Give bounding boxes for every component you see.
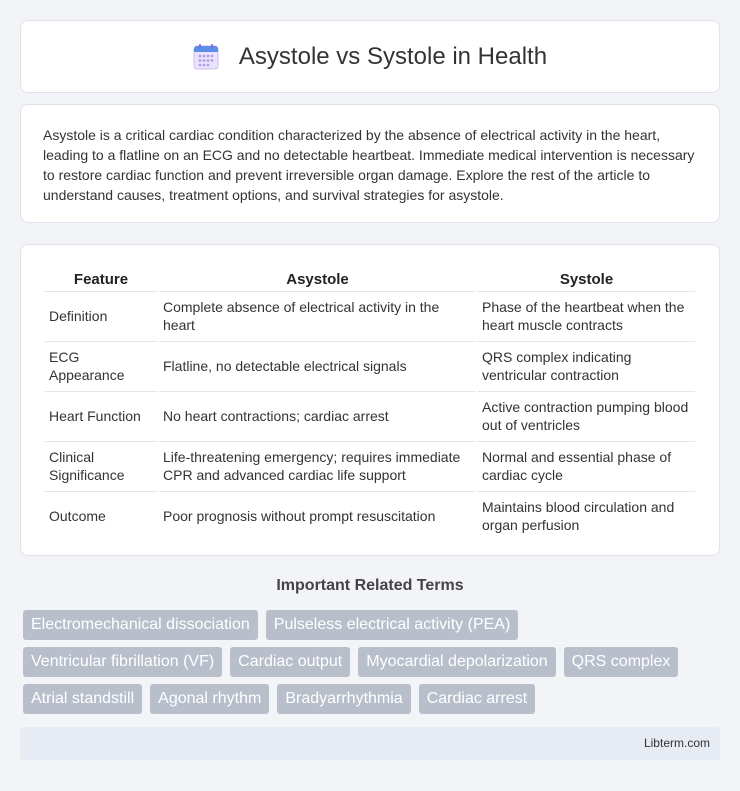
comparison-table <box>43 265 697 541</box>
table-cell-feature: ECG Appearance <box>45 341 157 389</box>
header-inner <box>193 43 547 71</box>
related-term-tag[interactable]: Agonal rhythm <box>150 684 269 714</box>
intro-card <box>20 104 720 223</box>
related-term-tag[interactable]: Bradyarrhythmia <box>277 684 410 714</box>
column-header-systole: Systole <box>559 270 614 288</box>
related-term-tag[interactable]: Atrial standstill <box>23 684 142 714</box>
table-row <box>45 341 695 389</box>
table-cell-feature: Clinical Significance <box>45 441 157 489</box>
related-term-tag[interactable]: Cardiac arrest <box>419 684 535 714</box>
page-title: Asystole vs Systole in Health <box>238 42 548 70</box>
table-cell-asystole: No heart contractions; cardiac arrest <box>159 391 476 439</box>
related-term-tag[interactable]: Cardiac output <box>230 647 350 677</box>
related-term-tag[interactable]: QRS complex <box>564 647 679 677</box>
related-term-tag[interactable]: Myocardial depolarization <box>358 647 555 677</box>
table-cell-feature: Definition <box>45 291 157 339</box>
table-header-row <box>45 267 695 289</box>
column-header-asystole: Asystole <box>286 270 349 288</box>
table-cell-feature: Outcome <box>45 491 157 539</box>
comparison-table-card <box>20 244 720 556</box>
column-header-feature: Feature <box>73 270 129 288</box>
table-row <box>45 391 695 439</box>
related-term-tag[interactable]: Ventricular fibrillation (VF) <box>23 647 222 677</box>
table-row <box>45 441 695 489</box>
related-term-tag[interactable]: Pulseless electrical activity (PEA) <box>266 610 519 640</box>
table-cell-asystole: Flatline, no detectable electrical signals <box>159 341 476 389</box>
table-cell-asystole: Poor prognosis without prompt resuscitation <box>159 491 476 539</box>
intro-text: Asystole is a critical cardiac condition characterized by the absence of electrical activity in the heart, leading to a flatline on an ECG and no detectable heartbeat. Immediate medical intervention is necessary to restore cardiac function and prevent irreversible organ damage. Explore the rest of the article to understand causes, treatment options, and survival strategies for asystole. <box>43 127 695 203</box>
table-cell-systole: QRS complex indicating ventricular contraction <box>478 341 695 389</box>
related-terms-list <box>23 610 713 714</box>
table-cell-asystole: Life-threatening emergency; requires immediate CPR and advanced cardiac life support <box>159 441 476 489</box>
table-cell-systole: Normal and essential phase of cardiac cycle <box>478 441 695 489</box>
footer <box>20 727 720 760</box>
calendar-icon <box>193 43 219 71</box>
table-cell-systole: Active contraction pumping blood out of ventricles <box>478 391 695 439</box>
table-row <box>45 291 695 339</box>
table-cell-feature: Heart Function <box>45 391 157 439</box>
table-cell-systole: Phase of the heartbeat when the heart muscle contracts <box>478 291 695 339</box>
header-card <box>20 20 720 93</box>
table-cell-asystole: Complete absence of electrical activity in the heart <box>159 291 476 339</box>
table-cell-systole: Maintains blood circulation and organ perfusion <box>478 491 695 539</box>
related-terms-title: Important Related Terms <box>276 577 464 594</box>
related-term-tag[interactable]: Electromechanical dissociation <box>23 610 258 640</box>
footer-site-link[interactable]: Libterm.com <box>643 736 710 750</box>
table-row <box>45 491 695 539</box>
